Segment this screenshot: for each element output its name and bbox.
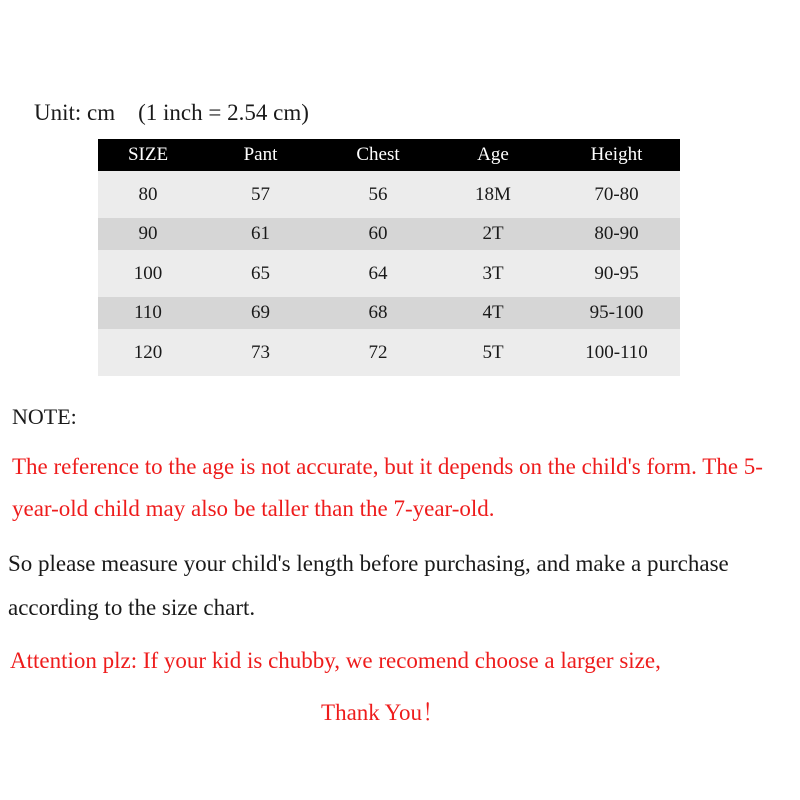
cell-size: 120 — [98, 329, 198, 376]
header-pant: Pant — [198, 139, 323, 171]
cell-chest: 56 — [323, 171, 433, 218]
note-label: NOTE: — [12, 404, 77, 429]
table-row — [98, 297, 680, 329]
cell-pant: 57 — [198, 171, 323, 218]
cell-height: 70-80 — [553, 171, 680, 218]
cell-height: 80-90 — [553, 218, 680, 250]
cell-age: 4T — [433, 297, 553, 329]
unit-line: Unit: cm (1 inch = 2.54 cm) — [34, 100, 309, 125]
cell-height: 95-100 — [553, 297, 680, 329]
table-row — [98, 218, 680, 250]
cell-size: 90 — [98, 218, 198, 250]
size-chart-table — [98, 139, 680, 376]
cell-pant: 69 — [198, 297, 323, 329]
cell-size: 80 — [98, 171, 198, 218]
cell-pant: 73 — [198, 329, 323, 376]
cell-age: 18M — [433, 171, 553, 218]
age-disclaimer-text: The reference to the age is not accurate, but it depends on the child's form. The 5-year-old child may also be taller than the 7-year-old. — [12, 454, 763, 521]
cell-chest: 68 — [323, 297, 433, 329]
thank-you-text: Thank You！ — [321, 700, 445, 725]
cell-size: 110 — [98, 297, 198, 329]
cell-height: 100-110 — [553, 329, 680, 376]
cell-chest: 72 — [323, 329, 433, 376]
measure-instruction-text: So please measure your child's length before purchasing, and make a purchase according to the size chart. — [8, 551, 729, 620]
header-size: SIZE — [98, 139, 198, 171]
cell-pant: 65 — [198, 250, 323, 297]
table-row — [98, 171, 680, 218]
header-height: Height — [553, 139, 680, 171]
cell-chest: 64 — [323, 250, 433, 297]
table-row — [98, 250, 680, 297]
cell-height: 90-95 — [553, 250, 680, 297]
header-chest: Chest — [323, 139, 433, 171]
table-header-row — [98, 139, 680, 171]
cell-age: 2T — [433, 218, 553, 250]
cell-size: 100 — [98, 250, 198, 297]
attention-text: Attention plz: If your kid is chubby, we recomend choose a larger size, — [10, 648, 661, 673]
cell-age: 5T — [433, 329, 553, 376]
cell-pant: 61 — [198, 218, 323, 250]
table-row — [98, 329, 680, 376]
cell-age: 3T — [433, 250, 553, 297]
header-age: Age — [433, 139, 553, 171]
cell-chest: 60 — [323, 218, 433, 250]
